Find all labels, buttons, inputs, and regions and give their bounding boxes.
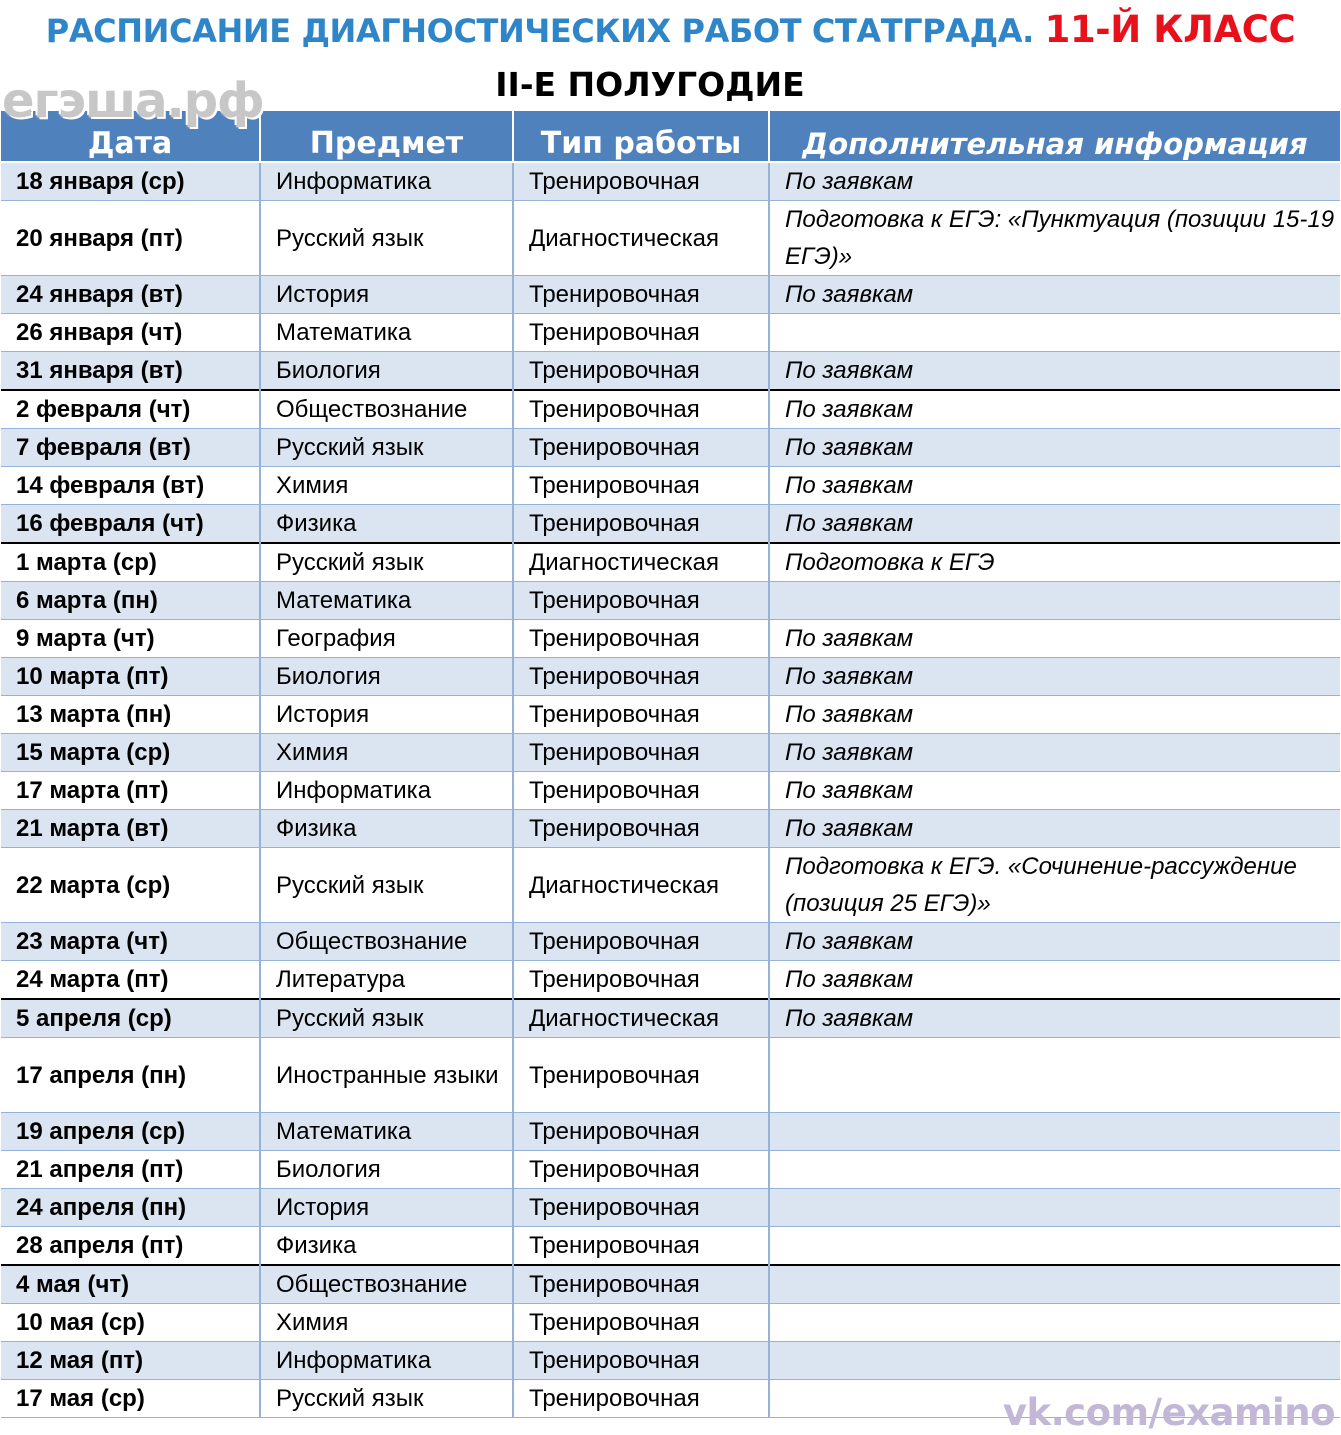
table-row <box>1 923 1340 961</box>
cell-info: Подготовка к ЕГЭ <box>769 543 1340 582</box>
cell-date: 5 апреля (ср) <box>1 999 260 1038</box>
cell-type: Тренировочная <box>513 923 769 961</box>
table-row <box>1 467 1340 505</box>
table-row <box>1 352 1340 391</box>
table-row <box>1 201 1340 276</box>
cell-type: Тренировочная <box>513 162 769 201</box>
cell-subject: Физика <box>260 1227 513 1266</box>
table-row <box>1 772 1340 810</box>
table-row <box>1 505 1340 544</box>
cell-info: По заявкам <box>769 810 1340 848</box>
schedule-body <box>1 162 1340 1418</box>
cell-date: 10 мая (ср) <box>1 1304 260 1342</box>
cell-info: По заявкам <box>769 429 1340 467</box>
cell-type: Тренировочная <box>513 1342 769 1380</box>
cell-subject: Информатика <box>260 1342 513 1380</box>
cell-date: 13 марта (пн) <box>1 696 260 734</box>
cell-date: 17 марта (пт) <box>1 772 260 810</box>
cell-subject: Обществознание <box>260 923 513 961</box>
cell-subject: Литература <box>260 961 513 1000</box>
cell-date: 24 января (вт) <box>1 276 260 314</box>
cell-subject: Русский язык <box>260 848 513 923</box>
cell-type: Диагностическая <box>513 848 769 923</box>
table-row <box>1 658 1340 696</box>
table-row <box>1 1189 1340 1227</box>
cell-type: Тренировочная <box>513 1227 769 1266</box>
cell-subject: Русский язык <box>260 429 513 467</box>
cell-date: 26 января (чт) <box>1 314 260 352</box>
table-row <box>1 734 1340 772</box>
table-row <box>1 1227 1340 1266</box>
cell-subject: Информатика <box>260 162 513 201</box>
cell-date: 17 мая (ср) <box>1 1380 260 1418</box>
cell-date: 4 мая (чт) <box>1 1265 260 1304</box>
cell-info <box>769 314 1340 352</box>
cell-subject: Иностранные языки <box>260 1038 513 1113</box>
cell-type: Тренировочная <box>513 582 769 620</box>
cell-subject: Биология <box>260 1151 513 1189</box>
cell-subject: История <box>260 1189 513 1227</box>
table-row <box>1 314 1340 352</box>
cell-subject: Химия <box>260 1304 513 1342</box>
cell-date: 23 марта (чт) <box>1 923 260 961</box>
cell-subject: Математика <box>260 314 513 352</box>
page-title <box>0 4 1341 56</box>
cell-type: Тренировочная <box>513 1380 769 1418</box>
cell-info <box>769 582 1340 620</box>
cell-date: 31 января (вт) <box>1 352 260 391</box>
cell-type: Тренировочная <box>513 810 769 848</box>
cell-subject: Русский язык <box>260 543 513 582</box>
cell-type: Тренировочная <box>513 429 769 467</box>
cell-type: Тренировочная <box>513 734 769 772</box>
cell-info: По заявкам <box>769 734 1340 772</box>
cell-type: Тренировочная <box>513 505 769 544</box>
cell-info: По заявкам <box>769 505 1340 544</box>
cell-date: 15 марта (ср) <box>1 734 260 772</box>
cell-date: 22 марта (ср) <box>1 848 260 923</box>
cell-date: 21 апреля (пт) <box>1 1151 260 1189</box>
cell-type: Диагностическая <box>513 999 769 1038</box>
cell-type: Диагностическая <box>513 201 769 276</box>
cell-type: Тренировочная <box>513 1038 769 1113</box>
cell-date: 21 марта (вт) <box>1 810 260 848</box>
cell-subject: Математика <box>260 1113 513 1151</box>
cell-type: Тренировочная <box>513 352 769 391</box>
cell-date: 12 мая (пт) <box>1 1342 260 1380</box>
cell-date: 28 апреля (пт) <box>1 1227 260 1266</box>
cell-type: Тренировочная <box>513 772 769 810</box>
cell-info: Подготовка к ЕГЭ. «Сочинение-рассуждение (позиция 25 ЕГЭ)» <box>769 848 1340 923</box>
table-row <box>1 429 1340 467</box>
cell-info <box>769 1151 1340 1189</box>
cell-subject: Математика <box>260 582 513 620</box>
table-row <box>1 162 1340 201</box>
cell-info: Подготовка к ЕГЭ: «Пунктуация (позиции 15-19 ЕГЭ)» <box>769 201 1340 276</box>
cell-type: Тренировочная <box>513 620 769 658</box>
cell-type: Тренировочная <box>513 696 769 734</box>
cell-subject: История <box>260 276 513 314</box>
cell-type: Тренировочная <box>513 1151 769 1189</box>
cell-type: Тренировочная <box>513 467 769 505</box>
cell-info: По заявкам <box>769 696 1340 734</box>
cell-info: По заявкам <box>769 276 1340 314</box>
cell-info: По заявкам <box>769 658 1340 696</box>
table-row <box>1 1038 1340 1113</box>
cell-date: 14 февраля (вт) <box>1 467 260 505</box>
cell-info <box>769 1342 1340 1380</box>
cell-info: По заявкам <box>769 620 1340 658</box>
table-row <box>1 1304 1340 1342</box>
cell-info: По заявкам <box>769 923 1340 961</box>
cell-info <box>769 1038 1340 1113</box>
cell-subject: Биология <box>260 352 513 391</box>
cell-subject: Химия <box>260 734 513 772</box>
cell-date: 17 апреля (пн) <box>1 1038 260 1113</box>
cell-info: По заявкам <box>769 162 1340 201</box>
cell-date: 24 апреля (пн) <box>1 1189 260 1227</box>
table-row <box>1 810 1340 848</box>
cell-info: По заявкам <box>769 772 1340 810</box>
header-type: Тип работы <box>513 111 769 162</box>
cell-info <box>769 1189 1340 1227</box>
table-row <box>1 1113 1340 1151</box>
table-row <box>1 696 1340 734</box>
cell-type: Тренировочная <box>513 1265 769 1304</box>
cell-info <box>769 1304 1340 1342</box>
cell-date: 10 марта (пт) <box>1 658 260 696</box>
cell-date: 16 февраля (чт) <box>1 505 260 544</box>
cell-date: 6 марта (пн) <box>1 582 260 620</box>
cell-date: 24 марта (пт) <box>1 961 260 1000</box>
cell-subject: Химия <box>260 467 513 505</box>
cell-date: 2 февраля (чт) <box>1 390 260 429</box>
cell-info: По заявкам <box>769 467 1340 505</box>
schedule-table <box>1 111 1340 1418</box>
cell-info <box>769 1113 1340 1151</box>
cell-info <box>769 1265 1340 1304</box>
cell-subject: Русский язык <box>260 201 513 276</box>
cell-subject: Информатика <box>260 772 513 810</box>
table-row <box>1 390 1340 429</box>
cell-type: Тренировочная <box>513 276 769 314</box>
cell-subject: Физика <box>260 810 513 848</box>
cell-date: 1 марта (ср) <box>1 543 260 582</box>
cell-type: Тренировочная <box>513 1304 769 1342</box>
table-row <box>1 1342 1340 1380</box>
table-row <box>1 620 1340 658</box>
cell-subject: Русский язык <box>260 1380 513 1418</box>
table-row <box>1 999 1340 1038</box>
cell-subject: Физика <box>260 505 513 544</box>
cell-subject: Обществознание <box>260 1265 513 1304</box>
table-row <box>1 1265 1340 1304</box>
cell-date: 18 января (ср) <box>1 162 260 201</box>
title-main: РАСПИСАНИЕ ДИАГНОСТИЧЕСКИХ РАБОТ СТАТГРАДА. <box>45 12 1034 50</box>
cell-info: По заявкам <box>769 352 1340 391</box>
cell-subject: География <box>260 620 513 658</box>
table-row <box>1 582 1340 620</box>
cell-type: Тренировочная <box>513 1189 769 1227</box>
cell-date: 7 февраля (вт) <box>1 429 260 467</box>
cell-date: 20 января (пт) <box>1 201 260 276</box>
header-info: Дополнительная информация <box>769 111 1340 162</box>
table-row <box>1 848 1340 923</box>
cell-subject: Биология <box>260 658 513 696</box>
cell-info: По заявкам <box>769 390 1340 429</box>
cell-date: 9 марта (чт) <box>1 620 260 658</box>
cell-subject: История <box>260 696 513 734</box>
cell-date: 19 апреля (ср) <box>1 1113 260 1151</box>
cell-type: Тренировочная <box>513 314 769 352</box>
watermark-egesha: егэша.рф <box>2 73 264 129</box>
page-subtitle: II-Е ПОЛУГОДИЕ <box>495 65 805 104</box>
table-row <box>1 1151 1340 1189</box>
header-subject: Предмет <box>260 111 513 162</box>
title-grade: 11-Й КЛАСС <box>1044 8 1296 51</box>
table-row <box>1 961 1340 1000</box>
cell-type: Тренировочная <box>513 1113 769 1151</box>
watermark-vk: vk.com/examino <box>1002 1391 1335 1434</box>
cell-type: Тренировочная <box>513 390 769 429</box>
table-row <box>1 543 1340 582</box>
header-date: Дата <box>1 111 260 162</box>
table-row <box>1 276 1340 314</box>
cell-subject: Обществознание <box>260 390 513 429</box>
cell-type: Тренировочная <box>513 961 769 1000</box>
cell-info <box>769 1227 1340 1266</box>
cell-type: Тренировочная <box>513 658 769 696</box>
cell-subject: Русский язык <box>260 999 513 1038</box>
cell-type: Диагностическая <box>513 543 769 582</box>
cell-info: По заявкам <box>769 961 1340 1000</box>
cell-info: По заявкам <box>769 999 1340 1038</box>
